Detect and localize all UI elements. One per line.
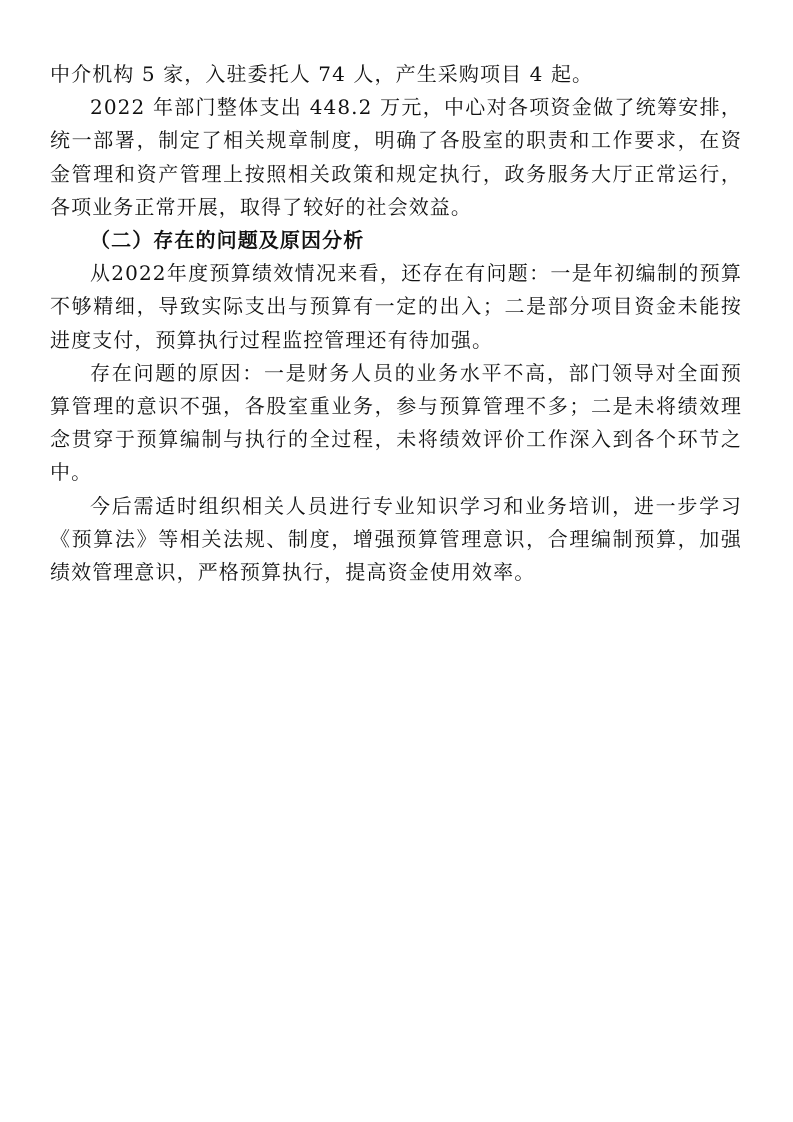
paragraph-budget-overview: 2022 年部门整体支出 448.2 万元，中心对各项资金做了统筹安排，统一部署，制定了相关规章制度，明确了各股室的职责和工作要求，在资金管理和资产管理上按照相关政策和规定执行，政务服务大厅正常运行，各项业务正常开展，取得了较好的社会效益。 [50,95,742,219]
document-body [50,58,742,589]
section-heading-problems-analysis: （二）存在的问题及原因分析 [90,228,365,253]
paragraph-continued: 中介机构 5 家，入驻委托人 74 人，产生采购项目 4 起。 [50,62,594,86]
paragraph-measures: 今后需适时组织相关人员进行专业知识学习和业务培训，进一步学习《预算法》等相关法规、制度，增强预算管理意识，合理编制预算，加强绩效管理意识，严格预算执行，提高资金使用效率。 [50,493,742,585]
paragraph-problems: 从2022年度预算绩效情况来看，还存在有问题：一是年初编制的预算不够精细，导致实际支出与预算有一定的出入；二是部分项目资金未能按进度支付，预算执行过程监控管理还有待加强。 [50,261,742,352]
paragraph-causes: 存在问题的原因：一是财务人员的业务水平不高，部门领导对全面预算管理的意识不强，各股室重业务，参与预算管理不多；二是未将绩效理念贯穿于预算编制与执行的全过程，未将绩效评价工作深入到各个环节之中。 [50,360,742,485]
